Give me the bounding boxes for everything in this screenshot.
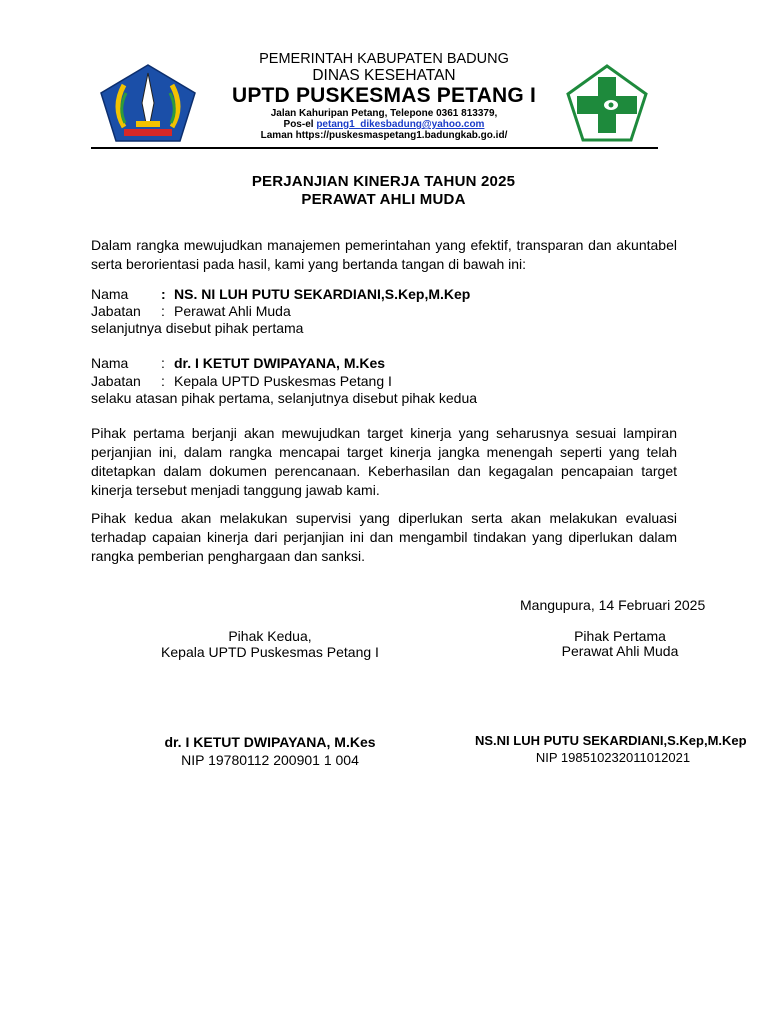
party2-name-row: [91, 354, 691, 373]
document-title: PERJANJIAN KINERJA TAHUN 2025: [251, 173, 516, 190]
supervision-paragraph: Pihak kedua akan melakukan supervisi yang diperlukan serta akan melakukan evaluasi terhadap capaian kinerja dari perjanjian ini dan mengambil tindakan yang diperlukan dalam rangka pemberian penghargaan dan sanksi.: [91, 510, 677, 564]
institution-name: UPTD PUSKESMAS PETANG I: [231, 84, 537, 107]
party2-name-value: dr. I KETUT DWIPAYANA, M.Kes: [174, 355, 386, 371]
intro-paragraph: Dalam rangka mewujudkan manajemen pemerintahan yang efektif, transparan dan akuntabel serta berorientasi pada hasil, kami yang bertanda tangan di bawah ini:: [91, 237, 677, 272]
badung-regency-emblem-icon: [98, 63, 198, 143]
colon: :: [161, 303, 165, 319]
email-line: [200, 119, 568, 130]
party1-position-label: Jabatan: [91, 303, 141, 319]
place-date: Mangupura, 14 Februari 2025: [520, 597, 706, 613]
puskesmas-cross-icon: [565, 63, 649, 143]
right-sign-nip: NIP 198510232011012021: [535, 750, 691, 765]
party1-position-value: Perawat Ahli Muda: [174, 303, 291, 319]
commitment-paragraph: Pihak pertama berjanji akan mewujudkan target kinerja yang seharusnya sesuai lampiran perjanjian ini, dalam rangka mencapai target kinerja jangka menengah seperti yang telah ditetapkan dalam dokumen perencanaan. Keberhasilan dan kegagalan pencapaian target kinerja tersebut menjadi tanggung jawab kami.: [91, 425, 677, 498]
party2-name-label: Nama: [91, 355, 129, 371]
website-line: Laman https://puskesmaspetang1.badungkab.go.id/: [260, 130, 508, 141]
right-sign-name: NS.NI LUH PUTU SEKARDIANI,S.Kep,M.Kep: [475, 733, 747, 748]
left-sign-role: Pihak Kedua,: [228, 628, 312, 644]
party1-note: selanjutnya disebut pihak pertama: [91, 320, 304, 336]
left-sign-position: Kepala UPTD Puskesmas Petang I: [161, 644, 379, 660]
party1-name-label: Nama: [91, 286, 129, 302]
party2-note: selaku atasan pihak pertama, selanjutnya disebut pihak kedua: [91, 390, 478, 406]
government-name: PEMERINTAH KABUPATEN BADUNG: [259, 51, 509, 67]
header-divider: [91, 147, 658, 149]
party2-position-value: Kepala UPTD Puskesmas Petang I: [174, 373, 392, 389]
left-sign-name: dr. I KETUT DWIPAYANA, M.Kes: [164, 734, 376, 750]
party2-position-label: Jabatan: [91, 373, 141, 389]
email-link[interactable]: petang1_dikesbadung@yahoo.com: [316, 119, 485, 130]
left-sign-nip: NIP 19780112 200901 1 004: [181, 752, 359, 768]
department-name: DINAS KESEHATAN: [312, 67, 456, 84]
colon: :: [161, 373, 165, 389]
document-subtitle: PERAWAT AHLI MUDA: [301, 191, 466, 208]
address-line: Jalan Kahuripan Petang, Telepone 0361 813379,: [270, 108, 498, 119]
party1-name-value: NS. NI LUH PUTU SEKARDIANI,S.Kep,M.Kep: [174, 286, 471, 302]
right-sign-position: Perawat Ahli Muda: [561, 643, 679, 659]
right-sign-role: Pihak Pertama: [574, 628, 666, 644]
email-prefix: Pos-el: [283, 119, 317, 130]
colon: :: [161, 286, 166, 302]
colon: :: [161, 355, 165, 371]
